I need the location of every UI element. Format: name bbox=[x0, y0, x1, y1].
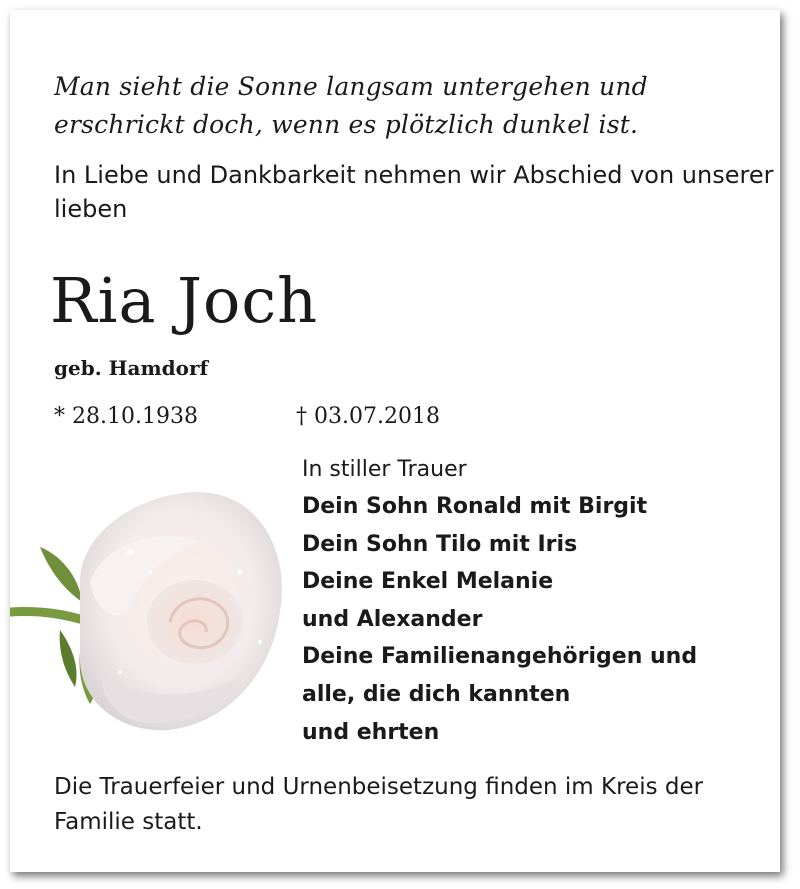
deceased-name: Ria Joch bbox=[50, 264, 319, 337]
white-rose-icon bbox=[10, 472, 300, 742]
death-date: † 03.07.2018 bbox=[296, 404, 440, 429]
mourning-heading: In stiller Trauer bbox=[302, 457, 467, 482]
mourner-line: Deine Familienangehörigen und bbox=[302, 644, 698, 670]
mourner-line: alle, die dich kannten bbox=[302, 681, 571, 707]
mourner-line: und Alexander bbox=[302, 606, 483, 632]
mourner-line: Deine Enkel Melanie bbox=[302, 569, 554, 595]
poem-line-1: Man sieht die Sonne langsam untergehen und bbox=[54, 72, 648, 101]
closing-text: Die Trauerfeier und Urnenbeisetzung finden im Kreis der Familie statt. bbox=[54, 774, 704, 835]
birth-date: * 28.10.1938 bbox=[54, 404, 198, 429]
obituary-card bbox=[10, 10, 780, 872]
maiden-name: geb. Hamdorf bbox=[54, 356, 209, 380]
mourner-line: Dein Sohn Tilo mit Iris bbox=[302, 531, 578, 557]
poem-line-2: erschrickt doch, wenn es plötzlich dunkel ist. bbox=[54, 110, 639, 139]
mourner-line: Dein Sohn Ronald mit Birgit bbox=[302, 494, 648, 519]
mourners-list bbox=[302, 488, 772, 751]
mourner-line: und ehrten bbox=[302, 719, 440, 745]
intro-text: In Liebe und Dankbarkeit nehmen wir Abschied von unserer lieben bbox=[54, 161, 774, 223]
poem-quote bbox=[54, 68, 754, 144]
